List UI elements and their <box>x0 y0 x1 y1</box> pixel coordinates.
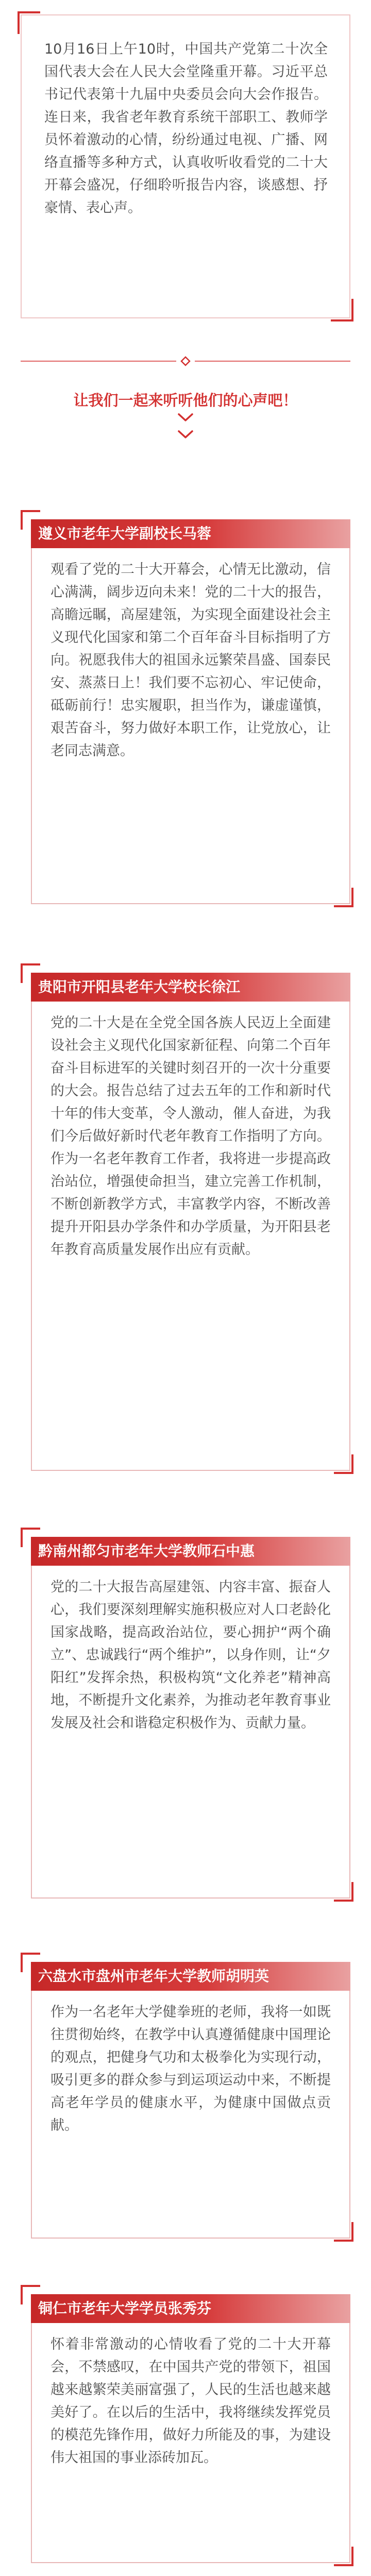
divider <box>0 361 371 362</box>
section-card <box>31 1002 350 1471</box>
section-card <box>31 2323 350 2563</box>
section-title: 贵阳市开阳县老年大学校长徐江 <box>31 973 350 1002</box>
chevron-down-icon <box>177 412 194 423</box>
section-title: 遵义市老年大学副校长马蓉 <box>31 519 350 548</box>
section-body: 观看了党的二十大开幕会，心情无比激动，信心满满，阔步迈向未来！党的二十大的报告，高瞻远瞩，高屋建瓴，为实现全面建设社会主义现代化国家和第二个百年奋斗目标指明了方向。祝愿我伟大的祖国永远繁荣昌盛、国泰民安、蒸蒸日上！我们要不忘初心、牢记使命，砥砺前行！忠实履职，担当作为，谦虚谨慎，艰苦奋斗，努力做好本职工作，让党放心，让老同志满意。 <box>50 562 331 759</box>
section-body: 怀着非常激动的心情收看了党的二十大开幕会，不禁感叹，在中国共产党的带领下，祖国越来越繁荣美丽富强了，人民的生活也越来越美好了。在以后的生活中，我将继续发挥党员的模范先锋作用，做好力所能及的事，为建设伟大祖国的事业添砖加瓦。 <box>50 2336 331 2466</box>
testimonial-section <box>21 963 350 1471</box>
section-title: 铜仁市老年大学学员张秀芬 <box>31 2294 350 2323</box>
intro-paragraph: 10月16日上午10时，中国共产党第二十次全国代表大会在人民大会堂隆重开幕。习近平总书记代表第十九届中央委员会向大会作报告。连日来，我省老年教育系统干部职工、教师学员怀着激动的心情，纷纷通过电视、广播、网络直播等多种方式，认真收听收看党的二十大开幕会盛况，仔细聆听报告内容，谈感想、抒豪情、表心声。 <box>44 41 328 216</box>
section-body: 党的二十大报告高屋建瓴、内容丰富、振奋人心，我们要深刻理解实施积极应对人口老龄化国家战略，提高政治站位，要心拥护“两个确立”、忠诚践行“两个维护”，以身作则，让“夕阳红”发挥余热，积极构筑“文化养老”精神高地，不断提升文化素养，为推动老年教育事业发展及社会和谐稳定积极作为、贡献力量。 <box>50 1579 331 1731</box>
section-card <box>31 548 350 904</box>
divider-right-line <box>195 361 350 362</box>
intro-box <box>21 14 350 318</box>
section-title: 六盘水市盘州市老年大学教师胡明英 <box>31 1962 350 1991</box>
testimonial-section <box>21 510 350 904</box>
testimonial-section <box>21 1528 350 1899</box>
divider-left-line <box>21 361 176 362</box>
slogan: 让我们一起来听听他们的心声吧！ <box>73 392 298 409</box>
section-body: 党的二十大是在全党全国各族人民迈上全面建设社会主义现代化国家新征程、向第二个百年奋斗目标进军的关键时刻召开的一次十分重要的大会。报告总结了过去五年的工作和新时代十年的伟大变革，令人激动，催人奋进，为我们今后做好新时代老年教育工作指明了方向。作为一名老年教育工作者，我将进一步提高政治站位，增强使命担当，建立完善工作机制，不断创新教学方式，丰富教学内容，不断改善提升开阳县办学条件和办学质量，为开阳县老年教育高质量发展作出应有贡献。 <box>50 1015 331 1258</box>
section-card <box>31 1991 350 2239</box>
section-title: 黔南州都匀市老年大学教师石中惠 <box>31 1537 350 1566</box>
section-body: 作为一名老年大学健拳班的老师，我将一如既往贯彻始终，在教学中认真遵循健康中国理论的观点，把健身气功和太极拳化为实现行动，吸引更多的群众参与到运项运动中来，不断提高老年学员的健康水平，为健康中国做点贡献。 <box>50 2004 331 2133</box>
diamond-icon <box>179 355 192 367</box>
section-card <box>31 1566 350 1899</box>
testimonial-section <box>21 1953 350 2239</box>
testimonial-section <box>21 2285 350 2563</box>
chevron-down-icon <box>177 429 194 440</box>
